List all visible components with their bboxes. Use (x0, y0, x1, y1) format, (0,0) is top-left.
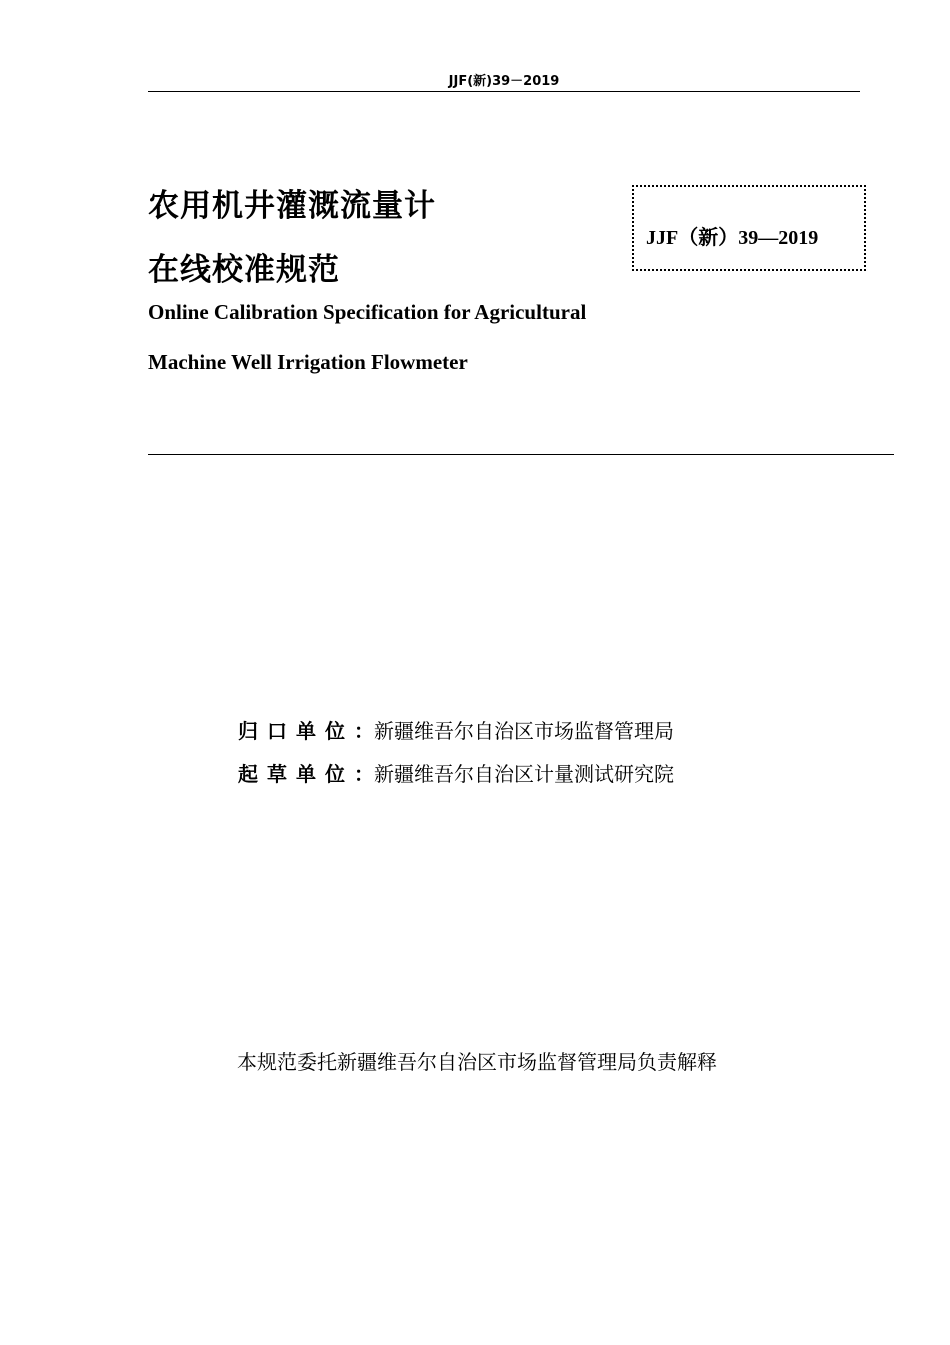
responsible-unit-colon: ： (354, 719, 374, 743)
header-code: JJF(新)39－2019 (448, 74, 560, 89)
interpretation-note: 本规范委托新疆维吾尔自治区市场监督管理局负责解释 (237, 1050, 717, 1074)
drafting-unit-value: 新疆维吾尔自治区计量测试研究院 (374, 762, 674, 786)
title-rule (148, 454, 894, 455)
standard-code-box (632, 185, 866, 271)
en-title-line2: Machine Well Irrigation Flowmeter (148, 350, 468, 374)
responsible-unit-label: 归口单位 (238, 719, 354, 743)
standard-code: JJF（新）39—2019 (646, 227, 819, 249)
drafting-unit-label: 起草单位 (238, 762, 354, 786)
en-title-line1: Online Calibration Specification for Agricultural (148, 300, 587, 324)
responsible-unit-value: 新疆维吾尔自治区市场监督管理局 (374, 719, 674, 743)
cn-title-line2: 在线校准规范 (148, 252, 340, 288)
drafting-unit-row (238, 758, 674, 787)
responsible-unit-row (238, 715, 674, 744)
header-rule (148, 91, 860, 92)
cn-title-line1: 农用机井灌溉流量计 (148, 188, 436, 224)
drafting-unit-colon: ： (354, 762, 374, 786)
